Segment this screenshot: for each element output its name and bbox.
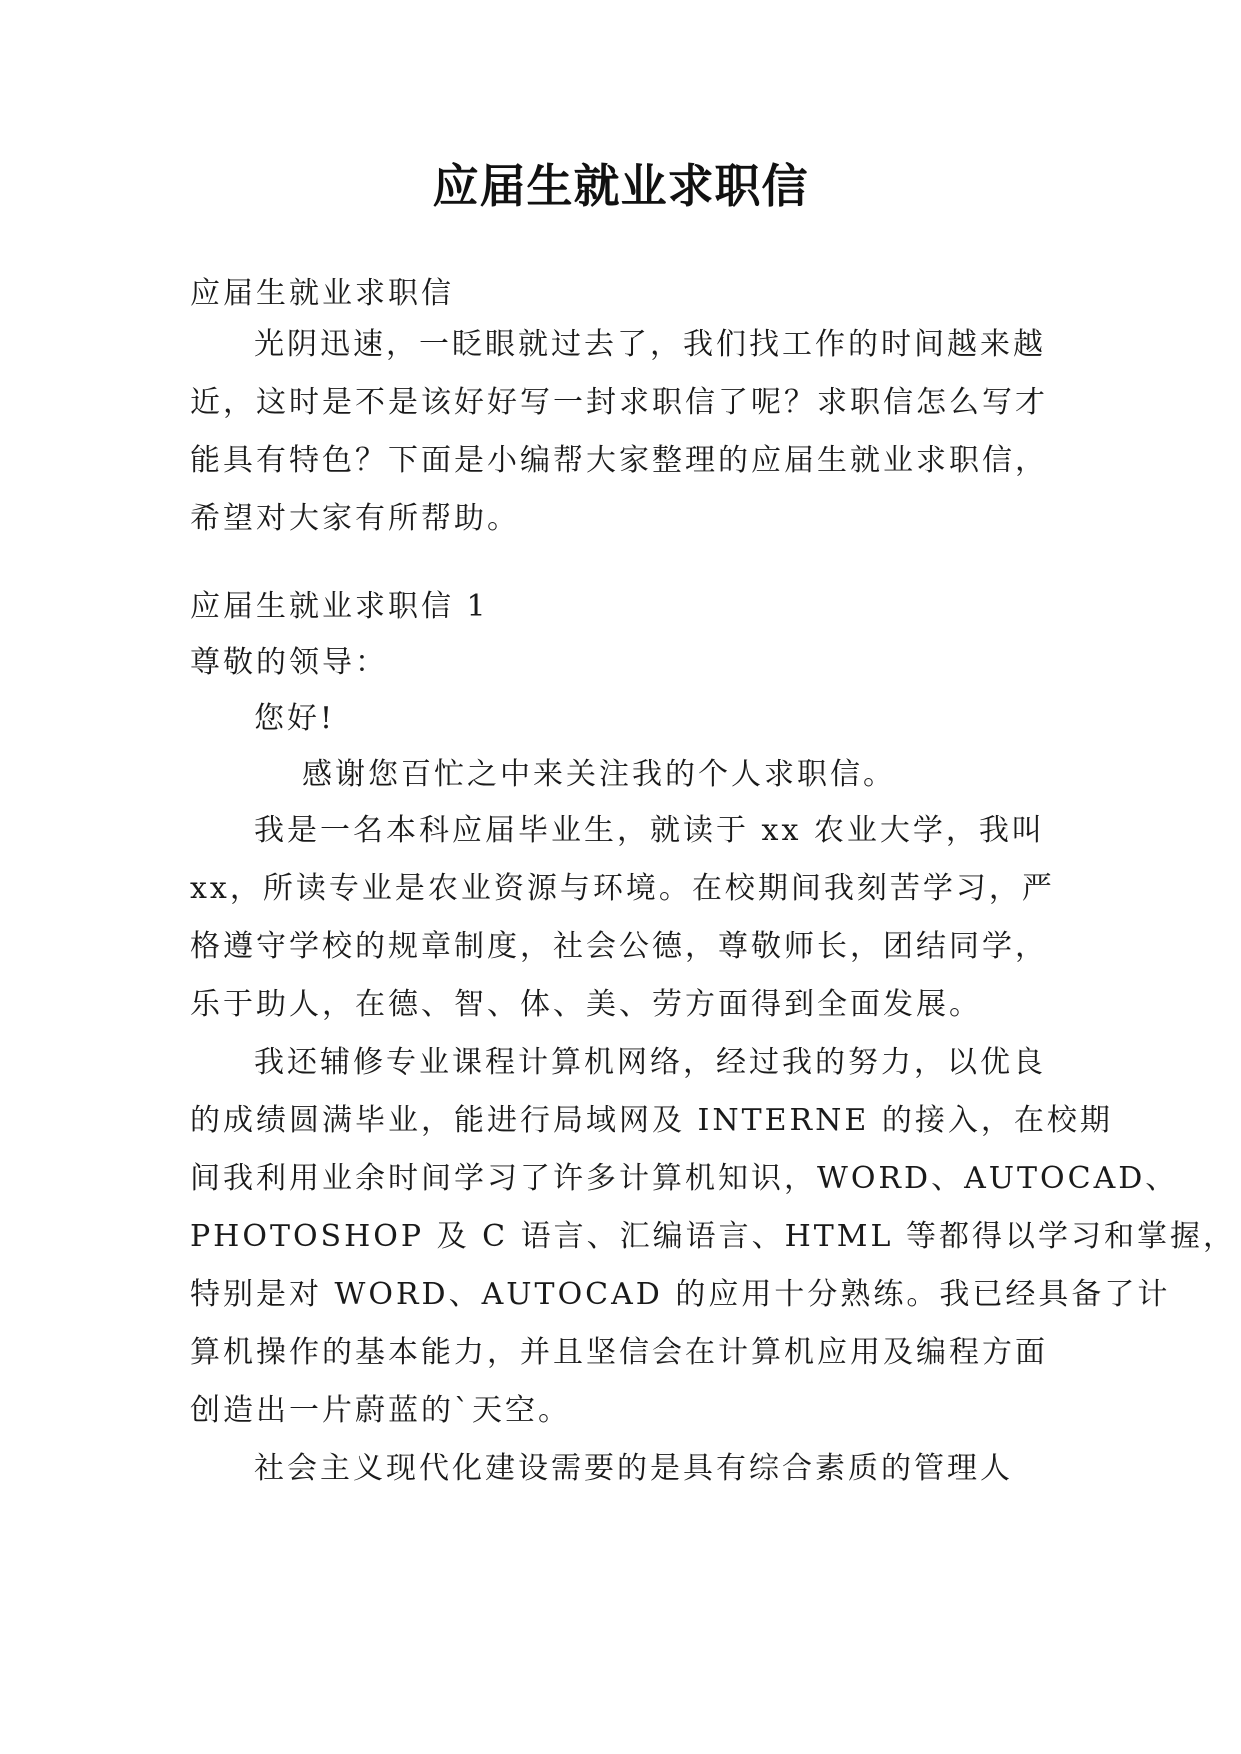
greeting: 您好! xyxy=(254,701,336,736)
paragraph-line: PHOTOSHOP 及 C 语言、汇编语言、HTML 等都得以学习和掌握， xyxy=(190,1219,1236,1254)
thanks-line: 感谢您百忙之中来关注我的个人求职信。 xyxy=(302,757,896,792)
paragraph-line: 乐于助人，在德、智、体、美、劳方面得到全面发展。 xyxy=(190,987,982,1022)
paragraph-line: 算机操作的基本能力，并且坚信会在计算机应用及编程方面 xyxy=(190,1335,1048,1370)
intro-line: 能具有特色？下面是小编帮大家整理的应届生就业求职信， xyxy=(190,443,1048,478)
document-title: 应届生就业求职信 xyxy=(432,159,809,213)
paragraph-line: xx，所读专业是农业资源与环境。在校期间我刻苦学习，严 xyxy=(190,871,1055,906)
paragraph-education xyxy=(190,802,1070,1034)
paragraph-line: 的成绩圆满毕业，能进行局域网及 INTERNE 的接入，在校期 xyxy=(190,1103,1113,1138)
paragraph-line: 创造出一片蔚蓝的`天空。 xyxy=(190,1393,571,1428)
section-heading: 应届生就业求职信 1 xyxy=(190,589,489,624)
intro-line: 希望对大家有所帮助。 xyxy=(190,501,520,536)
intro-paragraph xyxy=(190,316,1070,548)
paragraph-line: 间我利用业余时间学习了许多计算机知识，WORD、AUTOCAD、 xyxy=(190,1161,1179,1196)
paragraph-line: 格遵守学校的规章制度，社会公德，尊敬师长，团结同学， xyxy=(190,929,1048,964)
paragraph-computer-skills xyxy=(190,1034,1236,1440)
salutation: 尊敬的领导： xyxy=(190,645,388,680)
paragraph-line: 特别是对 WORD、AUTOCAD 的应用十分熟练。我已经具备了计 xyxy=(190,1277,1171,1312)
document-subtitle: 应届生就业求职信 xyxy=(190,276,454,311)
intro-line: 近，这时是不是该好好写一封求职信了呢？求职信怎么写才 xyxy=(190,385,1048,420)
paragraph-line: 我是一名本科应届毕业生，就读于 xx 农业大学，我叫 xyxy=(254,813,1045,848)
paragraph-line: 我还辅修专业课程计算机网络，经过我的努力，以优良 xyxy=(254,1045,1046,1080)
paragraph-line: 社会主义现代化建设需要的是具有综合素质的管理人 xyxy=(254,1451,1013,1486)
intro-line: 光阴迅速，一眨眼就过去了，我们找工作的时间越来越 xyxy=(254,327,1046,362)
paragraph-closing xyxy=(190,1440,1070,1498)
